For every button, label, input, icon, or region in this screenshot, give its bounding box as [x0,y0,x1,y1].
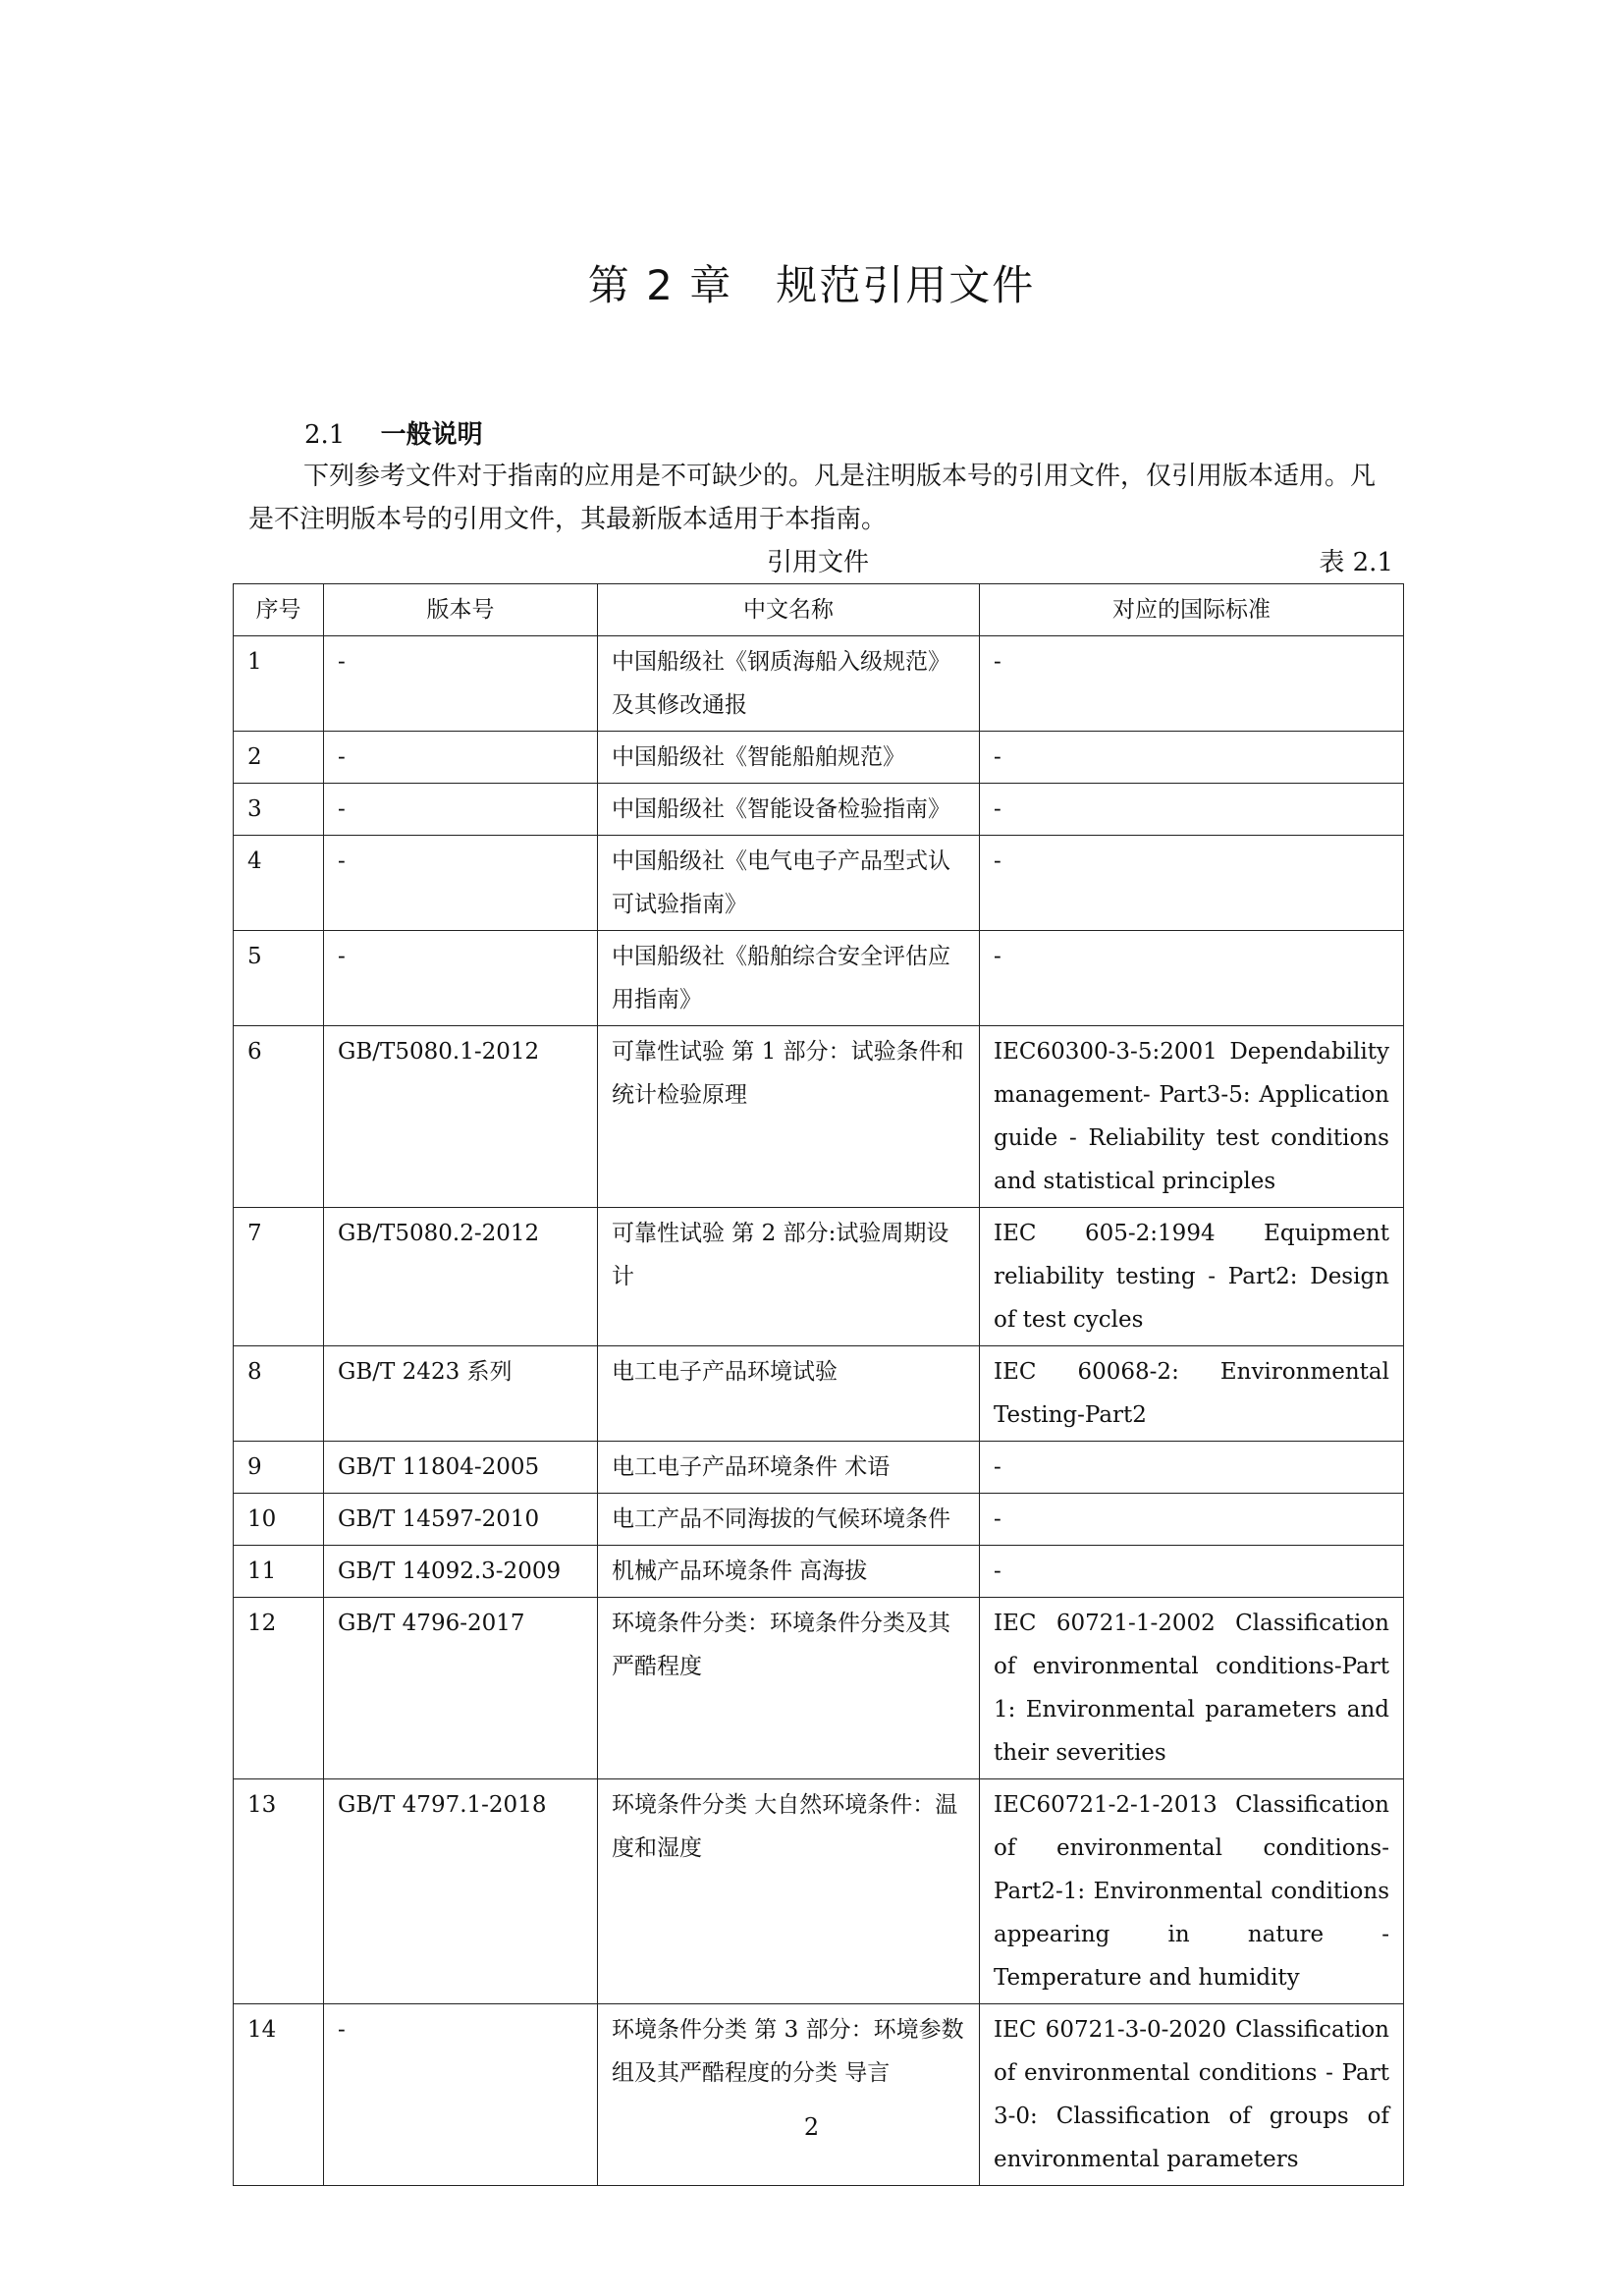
table-row [234,1546,1404,1598]
table-row [234,1442,1404,1494]
cell-chinese-name: 电工电子产品环境条件 术语 [598,1442,980,1494]
table-row [234,1494,1404,1546]
cell-chinese-name: 中国船级社《智能船舶规范》 [598,732,980,784]
cell-number: 14 [234,2004,324,2186]
cell-chinese-name: 可靠性试验 第 1 部分：试验条件和统计检验原理 [598,1026,980,1208]
cell-version: - [324,2004,598,2186]
cell-version: GB/T 11804-2005 [324,1442,598,1494]
cell-chinese-name: 机械产品环境条件 高海拔 [598,1546,980,1598]
cell-chinese-name: 中国船级社《智能设备检验指南》 [598,784,980,836]
cell-version: GB/T 2423 系列 [324,1346,598,1442]
cell-international-standard: - [980,1442,1404,1494]
table-row [234,732,1404,784]
cell-chinese-name: 环境条件分类：环境条件分类及其严酷程度 [598,1598,980,1779]
cell-version: - [324,732,598,784]
cell-international-standard: IEC60721-2-1-2013 Classification of environmental conditions-Part2-1: Environmental conditions appearing in nature - Temperature and humidity [980,1779,1404,2004]
cell-international-standard: - [980,1546,1404,1598]
cell-number: 8 [234,1346,324,1442]
cell-international-standard: IEC60300-3-5:2001 Dependability management- Part3-5: Application guide - Reliability test conditions and statistical principles [980,1026,1404,1208]
header-international-standard: 对应的国际标准 [980,584,1404,636]
cell-international-standard: - [980,636,1404,732]
table-row [234,931,1404,1026]
chapter-title: 第 2 章 规范引用文件 [587,261,1036,309]
page-number: 2 [803,2113,820,2141]
table-number: 表 2.1 [1319,548,1393,577]
table-row [234,1208,1404,1346]
reference-table [233,583,1404,2186]
cell-version: GB/T 14597-2010 [324,1494,598,1546]
table-row [234,1026,1404,1208]
table-header-row [234,584,1404,636]
header-number: 序号 [234,584,324,636]
cell-chinese-name: 电工电子产品环境试验 [598,1346,980,1442]
cell-version: GB/T 4797.1-2018 [324,1779,598,2004]
cell-number: 4 [234,836,324,931]
cell-international-standard: - [980,931,1404,1026]
cell-number: 13 [234,1779,324,2004]
table-row [234,784,1404,836]
cell-international-standard: IEC 605-2:1994 Equipment reliability testing - Part2: Design of test cycles [980,1208,1404,1346]
cell-version: GB/T 14092.3-2009 [324,1546,598,1598]
cell-number: 9 [234,1442,324,1494]
cell-number: 11 [234,1546,324,1598]
cell-number: 5 [234,931,324,1026]
section-number: 2.1 [304,420,346,450]
cell-international-standard: - [980,732,1404,784]
cell-version: - [324,931,598,1026]
cell-chinese-name: 中国船级社《钢质海船入级规范》及其修改通报 [598,636,980,732]
cell-international-standard: IEC 60068-2: Environmental Testing-Part2 [980,1346,1404,1442]
intro-paragraph: 下列参考文件对于指南的应用是不可缺少的。凡是注明版本号的引用文件，仅引用版本适用。凡是不注明版本号的引用文件，其最新版本适用于本指南。 [248,462,1377,534]
cell-version: - [324,784,598,836]
section-heading [304,414,483,451]
cell-number: 3 [234,784,324,836]
cell-version: GB/T 4796-2017 [324,1598,598,1779]
table-row [234,836,1404,931]
cell-international-standard: IEC 60721-3-0-2020 Classification of environmental conditions - Part 3-0: Classification of groups of environmental parameters [980,2004,1404,2186]
table-row [234,1598,1404,1779]
cell-number: 2 [234,732,324,784]
cell-international-standard: - [980,784,1404,836]
cell-version: GB/T5080.2-2012 [324,1208,598,1346]
cell-number: 12 [234,1598,324,1779]
cell-number: 7 [234,1208,324,1346]
cell-number: 6 [234,1026,324,1208]
cell-number: 10 [234,1494,324,1546]
cell-chinese-name: 可靠性试验 第 2 部分:试验周期设计 [598,1208,980,1346]
cell-international-standard: - [980,1494,1404,1546]
table-row [234,1779,1404,2004]
table-row [234,636,1404,732]
cell-international-standard: - [980,836,1404,931]
cell-chinese-name: 中国船级社《电气电子产品型式认可试验指南》 [598,836,980,931]
table-caption-title: 引用文件 [766,548,869,577]
cell-international-standard: IEC 60721-1-2002 Classification of environmental conditions-Part 1: Environmental parameters and their severities [980,1598,1404,1779]
table-row [234,1346,1404,1442]
cell-chinese-name: 中国船级社《船舶综合安全评估应用指南》 [598,931,980,1026]
cell-chinese-name: 环境条件分类 第 3 部分：环境参数组及其严酷程度的分类 导言 [598,2004,980,2186]
cell-version: GB/T5080.1-2012 [324,1026,598,1208]
section-title: 一般说明 [380,420,483,450]
cell-version: - [324,836,598,931]
header-version: 版本号 [324,584,598,636]
cell-chinese-name: 电工产品不同海拔的气候环境条件 [598,1494,980,1546]
header-chinese-name: 中文名称 [598,584,980,636]
table-caption [233,542,1403,581]
cell-number: 1 [234,636,324,732]
table-row [234,2004,1404,2186]
cell-chinese-name: 环境条件分类 大自然环境条件：温度和湿度 [598,1779,980,2004]
cell-version: - [324,636,598,732]
